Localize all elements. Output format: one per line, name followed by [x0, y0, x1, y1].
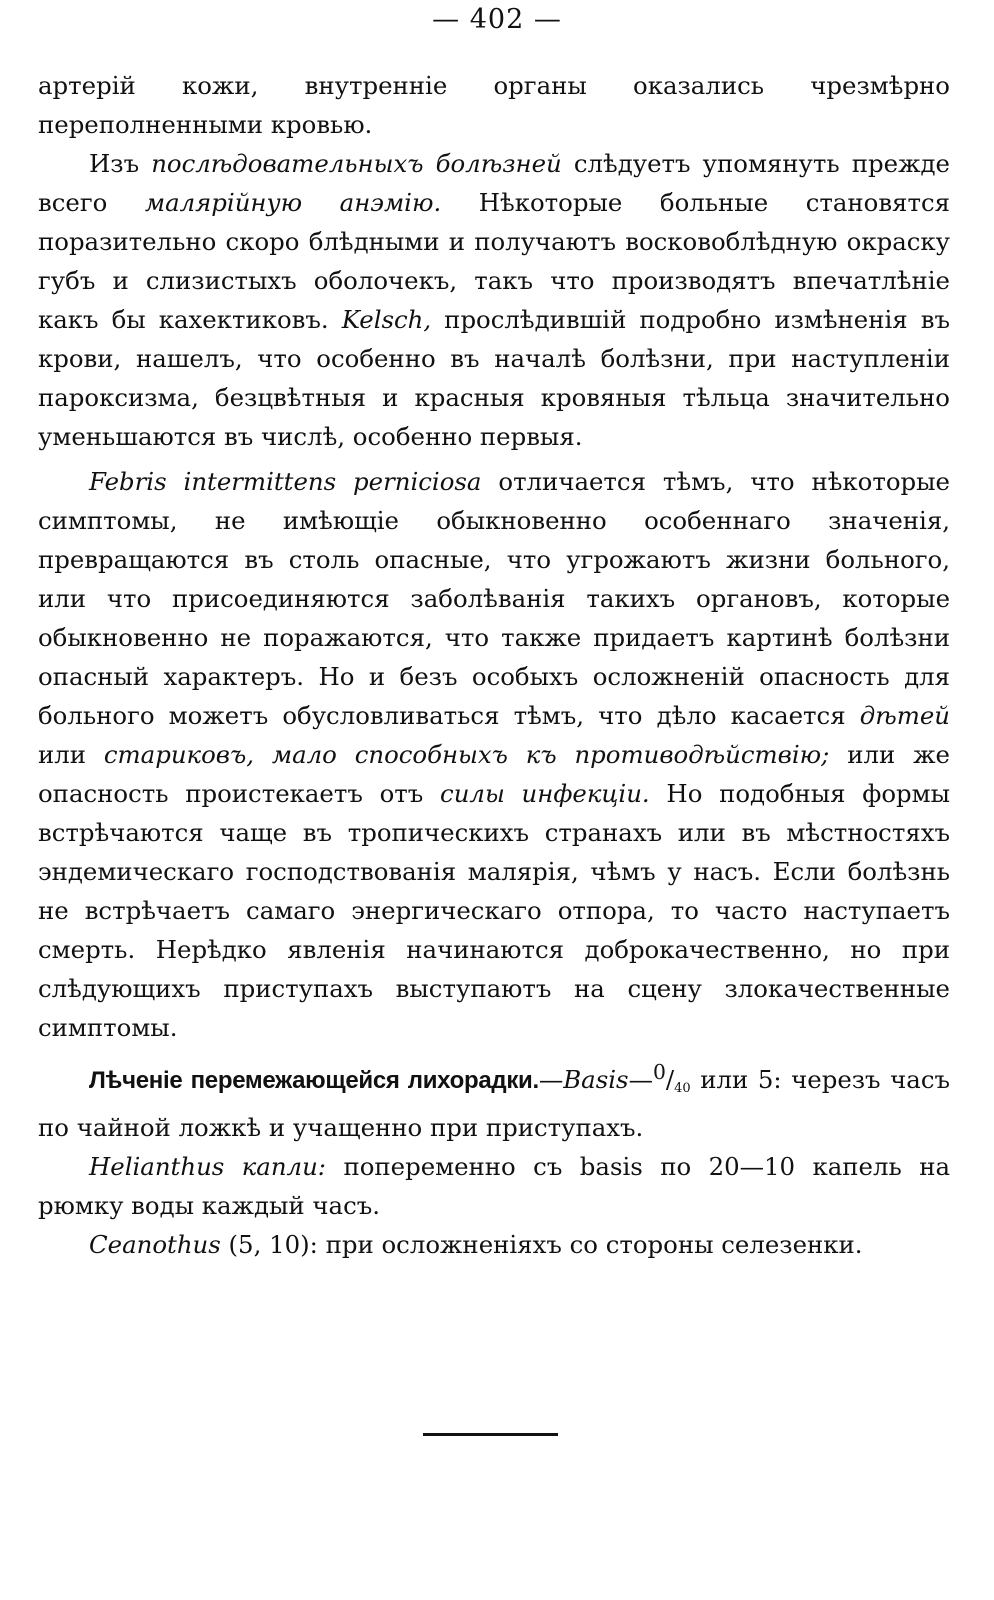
end-rule	[423, 1433, 558, 1436]
paragraph-2-text-4: прослѣдившій подробно измѣненія въ крови, нашелъ, что особенно въ началѣ болѣзни, при наступленіи пароксизма, безцвѣтныя и красныя кровяныя тѣльца значительно уменьшаются въ числѣ, особенно первыя.	[38, 305, 950, 451]
paragraph-2-italic-1: послѣдовательныхъ болѣзней	[151, 149, 562, 178]
paragraph-2-text-1: Изъ	[89, 149, 152, 178]
paragraph-3	[38, 462, 950, 1047]
paragraph-2-italic-3: Kelsch,	[341, 305, 432, 334]
paragraph-3-italic-2: дѣтей	[859, 701, 950, 730]
paragraph-4-dash-2: —	[628, 1065, 653, 1095]
paragraph-5-italic-1: Helianthus капли:	[89, 1152, 327, 1182]
paragraph-2-italic-2: малярійную анэмію.	[144, 188, 442, 217]
paragraph-3-italic-3: стариковъ, мало способныхъ къ противодѣйствію;	[103, 740, 830, 769]
paragraph-1: артерій кожи, внутренніе органы оказались чрезмѣрно переполненными кровью.	[38, 71, 950, 139]
paragraph-6	[38, 1225, 950, 1264]
paragraph-2-text-3: Нѣкоторые больные становятся поразительно скоро блѣдными и получаютъ восковоблѣдную окраску губъ и слизистыхъ оболочекъ, такъ что производятъ впечатлѣніе какъ бы кахектиковъ.	[38, 188, 950, 334]
section-heading: Лѣченіе перемежающейся лихорадки.	[89, 1067, 539, 1095]
paragraph-6-italic-1: Ceanothus	[89, 1230, 221, 1260]
paragraph-4: Лѣченіе перемежающейся $лихорадки.—Basis—^0/_{40}$ или 5: черезъ часъ по чайной ложкѣ и учащенно при приступахъ.	[38, 1060, 950, 1143]
paragraph-2	[38, 144, 950, 456]
paragraph-5-text-1: попеременно съ basis по 20—10 капель на рюмку воды каждый часъ.	[38, 1152, 950, 1221]
paragraph-2-text-2: слѣдуетъ упомянуть прежде всего	[38, 149, 950, 217]
paragraph-3-italic-4: силы инфекціи.	[440, 779, 650, 808]
page-body	[38, 66, 950, 1264]
paragraph-4-italic-1: Basis	[563, 1065, 629, 1095]
paragraph-6-text-1: (5, 10): при осложненіяхъ со стороны селезенки.	[220, 1230, 863, 1260]
paragraph-3-italic-1: Febris intermittens perniciosa	[89, 467, 482, 496]
paragraph-3-text-3: или же опасность проистекаетъ отъ	[38, 740, 950, 808]
fraction-denominator: 40	[674, 1081, 691, 1097]
paragraph-4-text-1: или 5: черезъ часъ по чайной ложкѣ и учащенно при приступахъ.	[38, 1065, 950, 1143]
paragraph-3-text-2: или	[38, 740, 104, 769]
page-number: — 402 —	[432, 4, 562, 35]
fraction-numerator: 0	[652, 1060, 666, 1084]
paragraph-5	[38, 1147, 950, 1225]
paragraph-4-dash-1: —	[538, 1065, 564, 1095]
paragraph-3-text-1: отличается тѣмъ, что нѣкоторые симптомы, не имѣющіе обыкновенно особеннаго значенія, превращаются въ столь опасные, что угрожаютъ жизни больного, или что присоединяются заболѣванія такихъ органовъ, которые обыкновенно не поражаются, что также придаетъ картинѣ болѣзни опасный характеръ. Но и безъ особыхъ осложненій опасность для больного можетъ обусловливаться тѣмъ, что дѣло касается	[38, 467, 950, 730]
paragraph-3-text-4: Но подобныя формы встрѣчаются чаще въ тропическихъ странахъ или въ мѣстностяхъ эндемическаго господствованія малярія, чѣмъ у насъ. Если болѣзнь не встрѣчаетъ самаго энергическаго отпора, то часто наступаетъ смерть. Нерѣдко явленія начинаются доброкачественно, но при слѣдующихъ приступахъ выступаютъ на сцену злокачественные симптомы.	[38, 779, 951, 1042]
